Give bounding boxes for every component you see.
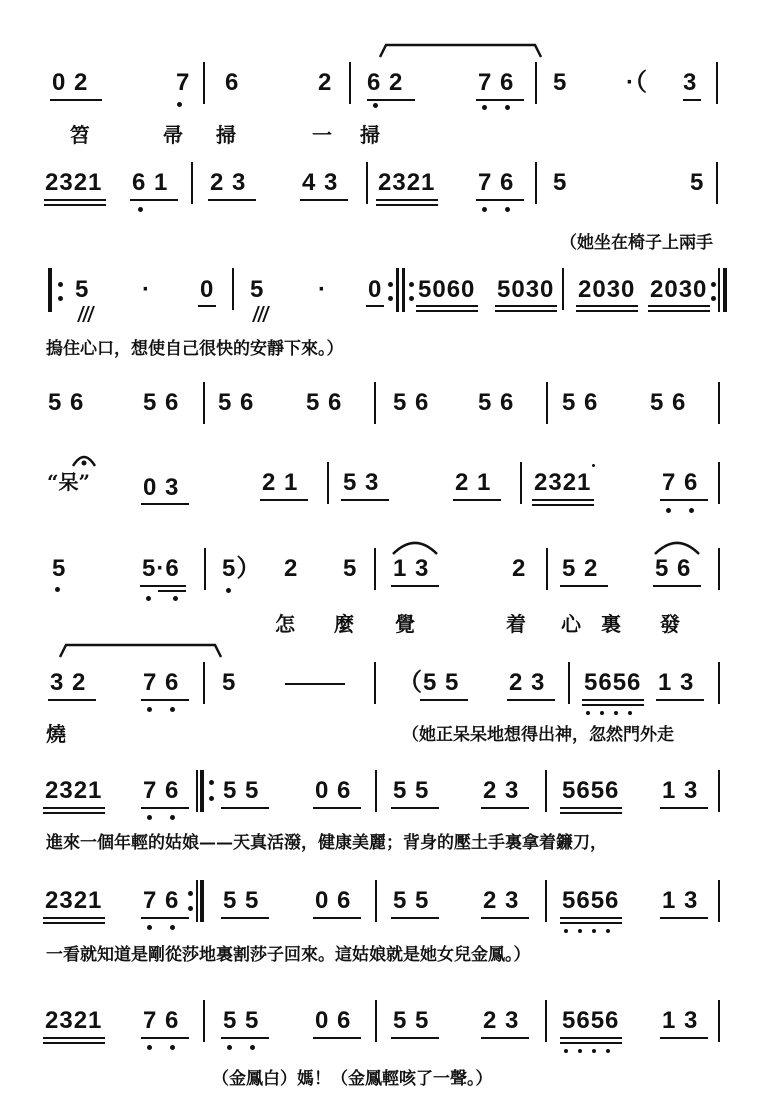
- underline: [582, 699, 644, 701]
- lyric: 覺: [395, 612, 415, 636]
- barline: [718, 548, 720, 590]
- repeat-start: [196, 770, 198, 812]
- lyric: 帚: [163, 123, 183, 147]
- stage-direction: （金鳳白）媽！（金鳳輕咳了一聲。）: [212, 1069, 493, 1089]
- repeat-end: [196, 880, 198, 922]
- underline: [221, 807, 269, 809]
- phrase-bracket: [58, 642, 223, 658]
- note: 5·6: [142, 555, 180, 582]
- note: 2030: [578, 276, 636, 303]
- underline: [660, 807, 708, 809]
- underline: [532, 504, 594, 506]
- repeat-end: [718, 268, 720, 312]
- barline: [718, 880, 720, 922]
- note: 5 5: [393, 887, 430, 914]
- underline: [453, 499, 501, 501]
- underline: [158, 590, 186, 592]
- underline: [366, 305, 384, 307]
- low-dot: [250, 1045, 255, 1050]
- note: 7 6: [143, 1007, 180, 1034]
- note: 2: [512, 555, 527, 582]
- underline: [43, 917, 105, 919]
- note: 0 6: [315, 887, 352, 914]
- note: 5: [553, 69, 568, 96]
- low-dot: [147, 707, 152, 712]
- repeat-dot: [388, 282, 393, 287]
- underline: [582, 704, 644, 706]
- note: 5030: [497, 276, 555, 303]
- note: 5 6: [218, 389, 255, 416]
- note: 0 3: [143, 474, 180, 501]
- underline: [660, 1037, 708, 1039]
- note: 2321: [45, 1007, 103, 1034]
- low-dot: [170, 1045, 175, 1050]
- repeat-dot: [409, 296, 414, 301]
- low-dot: [505, 207, 510, 212]
- note: 1 3: [393, 555, 430, 582]
- low-dot: [666, 508, 671, 513]
- underline: [44, 199, 106, 201]
- low-dot: [578, 929, 582, 933]
- underline: [141, 503, 189, 505]
- repeat-dot: [58, 296, 63, 301]
- low-dot: [586, 711, 590, 715]
- note: 2 3: [483, 887, 520, 914]
- underline: [560, 1042, 622, 1044]
- underline: [391, 1037, 439, 1039]
- low-dot: [373, 103, 378, 108]
- barline: [718, 462, 720, 504]
- underline: [141, 699, 189, 701]
- note: 7: [176, 69, 191, 96]
- underline: [476, 99, 524, 101]
- underline: [198, 305, 216, 307]
- underline: [260, 499, 308, 501]
- barline: [718, 1000, 720, 1042]
- note: 2321: [45, 777, 103, 804]
- note: 5 6: [48, 389, 85, 416]
- barline: [204, 548, 206, 590]
- repeat-dot: [209, 796, 214, 801]
- note: 5 2: [562, 555, 599, 582]
- note: 5 5: [393, 1007, 430, 1034]
- note: 2 3: [483, 777, 520, 804]
- note: 0 6: [315, 1007, 352, 1034]
- barline: [232, 268, 234, 310]
- underline: [532, 499, 594, 501]
- note: 5: [690, 169, 705, 196]
- note: （5 5: [398, 669, 460, 696]
- barline: [535, 162, 537, 204]
- lyric: 心: [561, 612, 581, 636]
- low-dot: [138, 207, 143, 212]
- note: 5 6: [478, 389, 515, 416]
- underline: [416, 305, 478, 307]
- low-dot: [606, 1049, 610, 1053]
- underline: [560, 922, 622, 924]
- underline: [416, 310, 478, 312]
- underline: [495, 305, 557, 307]
- underline: [560, 1037, 622, 1039]
- low-dot: [628, 711, 632, 715]
- barline: [203, 382, 205, 424]
- low-dot: [564, 1049, 568, 1053]
- underline: [313, 917, 361, 919]
- note: 1 3: [662, 777, 699, 804]
- repeat-end: [396, 268, 399, 312]
- note: 2 3: [483, 1007, 520, 1034]
- underline: [43, 1042, 105, 1044]
- repeat-dot: [209, 780, 214, 785]
- slur: [652, 538, 702, 556]
- stage-direction: （她正呆呆地想得出神，忽然門外走: [402, 725, 674, 745]
- lyric: 一: [312, 123, 332, 147]
- underline: [391, 917, 439, 919]
- note: 2 3: [210, 169, 247, 196]
- note: 5 5: [393, 777, 430, 804]
- underline: [653, 585, 701, 587]
- note: 5 3: [343, 469, 380, 496]
- underline: [43, 922, 105, 924]
- note: 2 1: [455, 469, 492, 496]
- low-dot: [177, 102, 182, 107]
- note: 7 6: [478, 69, 515, 96]
- repeat-dot: [58, 282, 63, 287]
- underline: [507, 699, 555, 701]
- barline: [545, 880, 547, 922]
- note: 5 6: [562, 389, 599, 416]
- underline: [481, 1037, 529, 1039]
- underline: [660, 499, 708, 501]
- note: 5656: [562, 777, 620, 804]
- underline: [140, 585, 186, 587]
- barline: [535, 62, 537, 104]
- lyric: 掃: [216, 123, 236, 147]
- lyric: 裏: [601, 612, 621, 636]
- note: 5）: [222, 555, 262, 582]
- underline: [43, 812, 105, 814]
- note: 2321: [378, 169, 436, 196]
- note: 5: [343, 555, 358, 582]
- barline: [716, 62, 718, 104]
- low-dot: [173, 596, 178, 601]
- barline: [546, 548, 548, 590]
- repeat-start: [48, 268, 52, 312]
- underline: [481, 917, 529, 919]
- underline: [300, 199, 348, 201]
- low-dot: [55, 587, 60, 592]
- note: 5 6: [306, 389, 343, 416]
- note: 0 2: [52, 69, 89, 96]
- barline: [191, 162, 193, 204]
- note: 5: [222, 669, 237, 696]
- underline: [560, 917, 622, 919]
- note: 5656: [562, 887, 620, 914]
- note: 5 6: [143, 389, 180, 416]
- note: 5 6: [655, 555, 692, 582]
- lyric: 着: [506, 612, 526, 636]
- mark: [592, 464, 595, 467]
- underline: [391, 585, 439, 587]
- barline: [545, 1000, 547, 1042]
- low-dot: [600, 711, 604, 715]
- underline: [313, 1037, 361, 1039]
- low-dot: [170, 815, 175, 820]
- low-dot: [147, 925, 152, 930]
- note: 5 5: [223, 1007, 260, 1034]
- barline: [327, 462, 329, 504]
- barline: [203, 662, 205, 704]
- stage-direction: 進來一個年輕的姑娘——天真活潑，健康美麗；背身的壓土手裏拿着鐮刀，: [46, 833, 607, 853]
- lyric: 麼: [334, 612, 354, 636]
- low-dot: [482, 207, 487, 212]
- low-dot: [592, 929, 596, 933]
- note: 2: [318, 69, 333, 96]
- note: 5 5: [223, 777, 260, 804]
- underline: [367, 99, 415, 101]
- barline: [374, 382, 376, 424]
- note: 5656: [562, 1007, 620, 1034]
- note: 4 3: [302, 169, 339, 196]
- note: 7 6: [143, 887, 180, 914]
- note: 6 2: [367, 69, 404, 96]
- lyric: 掃: [360, 123, 380, 147]
- note: 0: [368, 276, 383, 303]
- underline: [560, 807, 622, 809]
- repeat-end-thick: [723, 268, 727, 312]
- underline: [141, 807, 189, 809]
- note: 7 6: [143, 777, 180, 804]
- barline: [545, 770, 547, 812]
- underline: [141, 1037, 189, 1039]
- repeat-end-thick: [200, 880, 204, 922]
- low-dot: [147, 1045, 152, 1050]
- low-dot: [592, 1049, 596, 1053]
- spoken-word: “呆”: [47, 470, 91, 494]
- note: 2030: [650, 276, 708, 303]
- underline: [376, 204, 438, 206]
- note: 5: [75, 276, 90, 303]
- stage-direction: （她坐在椅子上兩手: [560, 233, 713, 253]
- low-dot: [227, 1045, 232, 1050]
- lyric: 燒: [46, 722, 66, 746]
- barline: [718, 382, 720, 424]
- low-dot: [689, 508, 694, 513]
- barline: [546, 382, 548, 424]
- note: 6 1: [132, 169, 169, 196]
- stage-direction: 一看就知道是剛從莎地裏割莎子回來。這姑娘就是她女兒金鳳。）: [46, 945, 531, 965]
- barline: [716, 162, 718, 204]
- underline: [656, 699, 704, 701]
- note: 2: [284, 555, 299, 582]
- underline: [221, 1037, 269, 1039]
- note: 5060: [418, 276, 476, 303]
- barline: [203, 1000, 205, 1042]
- low-dot: [170, 925, 175, 930]
- barline: [375, 880, 377, 922]
- note: ·: [318, 276, 327, 303]
- underline: [481, 807, 529, 809]
- note: 1 3: [662, 1007, 699, 1034]
- underline: [376, 199, 438, 201]
- sustain-dash: [285, 683, 345, 685]
- note: 5: [553, 169, 568, 196]
- low-dot: [146, 596, 151, 601]
- note: 5 6: [650, 389, 687, 416]
- underline: [130, 199, 178, 201]
- note: 7 6: [143, 669, 180, 696]
- underline: [221, 917, 269, 919]
- repeat-start-2: [402, 268, 405, 312]
- note: 3 2: [50, 669, 87, 696]
- phrase-bracket: [378, 42, 543, 58]
- lyric: 怎: [275, 612, 295, 636]
- lyric: 笤: [70, 123, 90, 147]
- low-dot: [614, 711, 618, 715]
- barline: [374, 548, 376, 590]
- note: 2 1: [262, 469, 299, 496]
- repeat-dot: [711, 296, 716, 301]
- barline: [366, 162, 368, 204]
- underline: [495, 310, 557, 312]
- low-dot: [147, 815, 152, 820]
- fermata: [70, 448, 98, 470]
- note: 0: [200, 276, 215, 303]
- low-dot: [505, 105, 510, 110]
- low-dot: [482, 105, 487, 110]
- underline: [313, 807, 361, 809]
- note: 6: [225, 69, 240, 96]
- underline: [391, 807, 439, 809]
- underline: [476, 199, 524, 201]
- low-dot: [226, 588, 231, 593]
- barline: [562, 268, 564, 310]
- barline: [375, 1000, 377, 1042]
- underline: [576, 305, 638, 307]
- underline: [44, 204, 106, 206]
- barline: [718, 662, 720, 704]
- note: 2321: [45, 887, 103, 914]
- note: 0 6: [315, 777, 352, 804]
- underline: [576, 310, 638, 312]
- underline: [560, 585, 608, 587]
- underline: [341, 499, 389, 501]
- stage-direction: 摀住心口，想使自己很快的安靜下來。）: [46, 339, 344, 359]
- underline: [48, 699, 96, 701]
- barline: [568, 662, 570, 704]
- note: 5: [52, 555, 67, 582]
- barline: [374, 662, 376, 704]
- note: 7 6: [478, 169, 515, 196]
- underline: [141, 917, 189, 919]
- repeat-dot: [188, 906, 193, 911]
- underline: [683, 99, 701, 101]
- underline: [50, 99, 102, 101]
- note: 3: [683, 69, 698, 96]
- barline: [718, 770, 720, 812]
- note: 1 3: [658, 669, 695, 696]
- underline: [208, 199, 256, 201]
- note: 2321: [45, 169, 103, 196]
- repeat-dot: [388, 296, 393, 301]
- note: 2321: [534, 469, 592, 496]
- lyric: 發: [660, 612, 680, 636]
- barline: [203, 62, 205, 104]
- note: ·（: [626, 69, 648, 96]
- barline: [375, 770, 377, 812]
- note: 5 5: [223, 887, 260, 914]
- note: 5656: [584, 669, 642, 696]
- low-dot: [606, 929, 610, 933]
- note: 7 6: [662, 469, 699, 496]
- underline: [648, 305, 710, 307]
- note: ·: [142, 276, 151, 303]
- repeat-dot: [188, 891, 193, 896]
- underline: [560, 812, 622, 814]
- underline: [660, 917, 708, 919]
- underline: [43, 1037, 105, 1039]
- repeat-dot: [409, 282, 414, 287]
- note: 5: [250, 276, 265, 303]
- note: 2 3: [509, 669, 546, 696]
- repeat-start-thick: [200, 770, 204, 812]
- barline: [520, 462, 522, 504]
- note: 1 3: [662, 887, 699, 914]
- low-dot: [578, 1049, 582, 1053]
- note: 5 6: [393, 389, 430, 416]
- underline: [43, 807, 105, 809]
- repeat-dot: [711, 282, 716, 287]
- barline: [349, 62, 351, 104]
- low-dot: [564, 929, 568, 933]
- low-dot: [170, 707, 175, 712]
- underline: [420, 699, 468, 701]
- underline: [648, 310, 710, 312]
- slur: [390, 538, 440, 556]
